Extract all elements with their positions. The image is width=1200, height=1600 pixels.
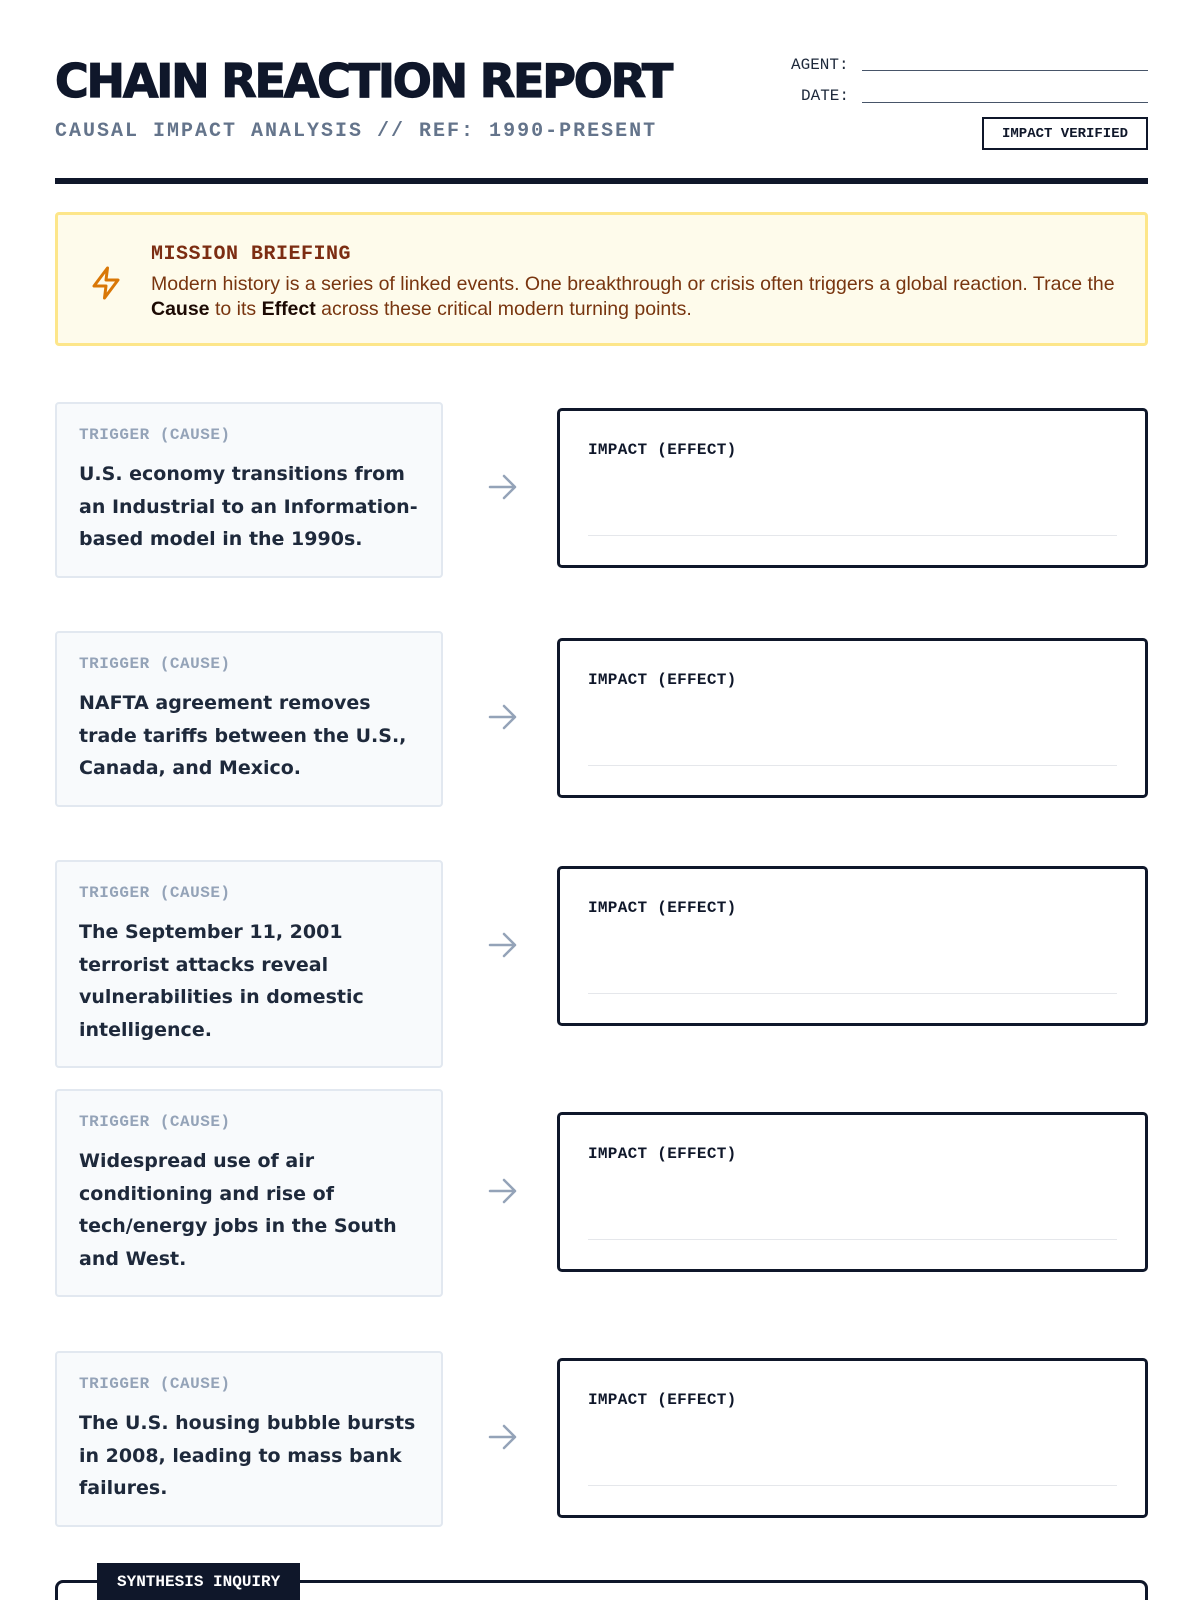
effect-label: IMPACT (EFFECT): [588, 899, 737, 917]
cause-text: The U.S. housing bubble bursts in 2008, leading to mass bank failures.: [79, 1412, 416, 1499]
arrow-right-icon: [487, 472, 519, 502]
agent-label: AGENT:: [791, 56, 849, 74]
answer-line: [588, 535, 1117, 536]
effect-keyword: Effect: [261, 298, 316, 320]
arrow-right-icon: [487, 930, 519, 960]
effect-label: IMPACT (EFFECT): [588, 441, 737, 459]
briefing-title: MISSION BRIEFING: [151, 243, 352, 266]
cause-card: [55, 631, 443, 807]
cause-text: NAFTA agreement removes trade tariffs between the U.S., Canada, and Mexico.: [79, 692, 407, 779]
synthesis-inquiry-tab: SYNTHESIS INQUIRY: [97, 1563, 300, 1600]
arrow-right-icon: [487, 702, 519, 732]
agent-field[interactable]: [862, 70, 1148, 71]
cause-text: Widespread use of air conditioning and rise of tech/energy jobs in the South and West.: [79, 1150, 397, 1270]
page-title: CHAIN REACTION REPORT: [55, 54, 671, 108]
effect-label: IMPACT (EFFECT): [588, 1145, 737, 1163]
header-divider: [55, 178, 1148, 184]
answer-line: [588, 765, 1117, 766]
briefing-text: Modern history is a series of linked events. One breakthrough or crisis often triggers a global reaction. Trace the Cause to its Effect across these critical modern turning points.: [151, 273, 1115, 320]
cause-label: TRIGGER (CAUSE): [79, 426, 231, 444]
answer-line: [588, 993, 1117, 994]
cause-card: [55, 1351, 443, 1527]
effect-label: IMPACT (EFFECT): [588, 1391, 737, 1409]
impact-verified-stamp: IMPACT VERIFIED: [982, 117, 1148, 150]
answer-line: [588, 1239, 1117, 1240]
cause-label: TRIGGER (CAUSE): [79, 1113, 231, 1131]
cause-card: [55, 1089, 443, 1297]
cause-label: TRIGGER (CAUSE): [79, 884, 231, 902]
cause-keyword: Cause: [151, 298, 210, 320]
arrow-right-icon: [487, 1422, 519, 1452]
date-label: DATE:: [801, 87, 850, 105]
cause-text: U.S. economy transitions from an Industrial to an Information-based model in the 1990s.: [79, 463, 418, 550]
mission-briefing: [55, 212, 1148, 346]
cause-card: [55, 860, 443, 1068]
date-field[interactable]: [862, 102, 1148, 103]
cause-card: [55, 402, 443, 578]
effect-label: IMPACT (EFFECT): [588, 671, 737, 689]
effect-answer-box[interactable]: [557, 1358, 1148, 1518]
answer-line: [588, 1485, 1117, 1486]
effect-answer-box[interactable]: [557, 866, 1148, 1026]
lightning-bolt-icon: [88, 263, 124, 303]
page-subtitle: CAUSAL IMPACT ANALYSIS // REF: 1990-PRESENT: [55, 120, 658, 143]
arrow-right-icon: [487, 1176, 519, 1206]
effect-answer-box[interactable]: [557, 638, 1148, 798]
effect-answer-box[interactable]: [557, 408, 1148, 568]
cause-label: TRIGGER (CAUSE): [79, 655, 231, 673]
cause-label: TRIGGER (CAUSE): [79, 1375, 231, 1393]
effect-answer-box[interactable]: [557, 1112, 1148, 1272]
cause-text: The September 11, 2001 terrorist attacks reveal vulnerabilities in domestic intelligence.: [79, 921, 364, 1041]
report-header: [55, 40, 1148, 185]
